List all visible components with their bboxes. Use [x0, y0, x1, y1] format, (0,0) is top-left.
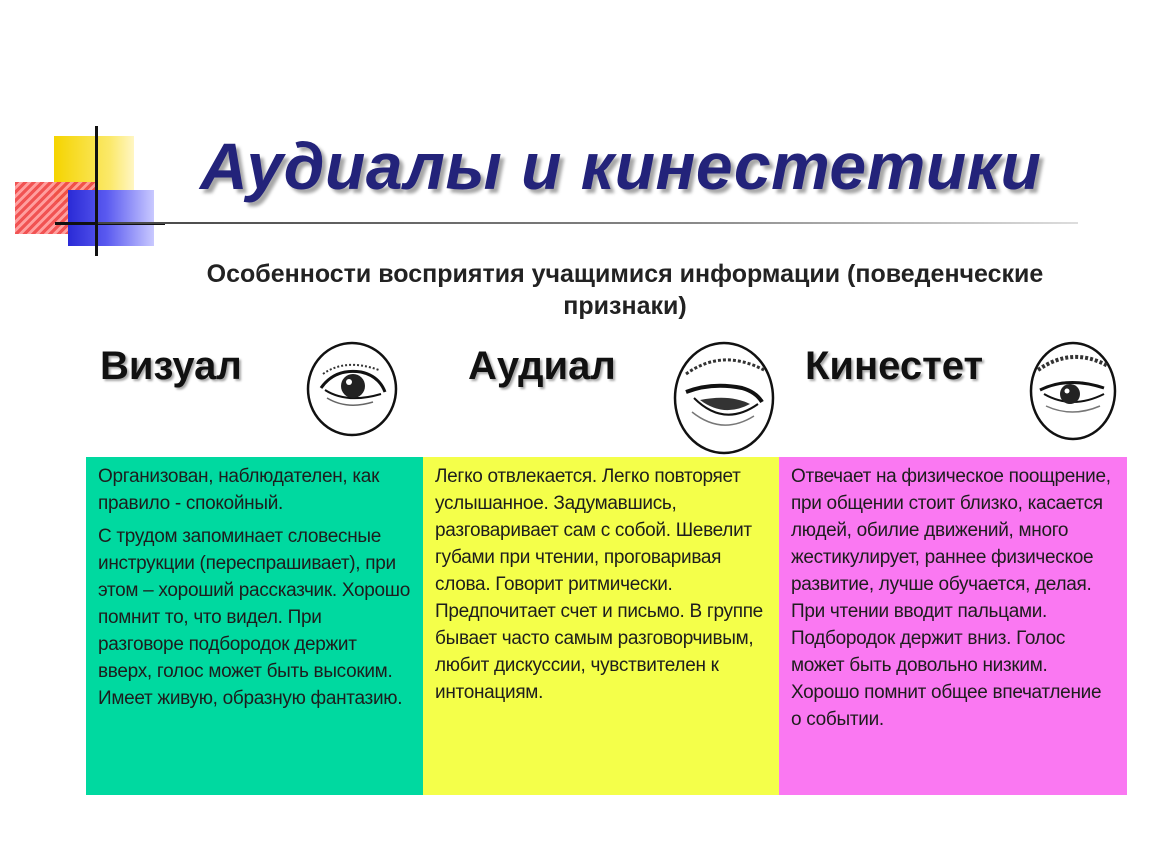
eye-open-icon — [305, 340, 399, 438]
eye-looking-down-icon — [1028, 340, 1118, 442]
visual-paragraph-1: Организован, наблюдателен, как правило - спокойный. — [98, 466, 380, 514]
label-audial: Аудиал — [468, 344, 616, 388]
audial-paragraph-1: Легко отвлекается. Легко повторяет услышанное. Задумавшись, разговаривает сам с собой. Шевелит губами при чтении, проговаривая слова. Говорит ритмически. Предпочитает счет и письмо. В группе бывает часто самым разговорчивым, любит дискуссии, чувствителен к интонациям. — [435, 466, 763, 703]
eye-half-closed-icon — [672, 340, 776, 456]
column-visual — [86, 457, 423, 795]
slide-title: Аудиалы и кинестетики — [200, 129, 1042, 203]
visual-paragraph-2: С трудом запоминает словесные инструкции (переспрашивает), при этом – хороший рассказчик. Хорошо помнит то, что видел. При разговоре подбородок держит вверх, голос может быть высоким. Имеет живую, образную фантазию. — [98, 526, 411, 709]
title-underline — [98, 222, 1078, 224]
decor-blue-square — [68, 190, 154, 246]
label-kinesthetic: Кинестет — [805, 344, 984, 388]
kinesthetic-paragraph-1: Отвечает на физическое поощрение, при общении стоит близко, касается людей, обилие движений, много жестикулирует, раннее физическое развитие, лучше обучается, делая. При чтении вводит пальцами. Подбородок держит вниз. Голос может быть довольно низким. Хорошо помнит общее впечатление о событии. — [791, 466, 1111, 730]
column-kinesthetic — [779, 457, 1127, 795]
decor-vertical-line — [95, 126, 98, 256]
slide-subtitle: Особенности восприятия учащимися информации (поведенческие признаки) — [206, 260, 1044, 320]
label-visual: Визуал — [100, 344, 242, 388]
column-audial — [423, 457, 779, 795]
